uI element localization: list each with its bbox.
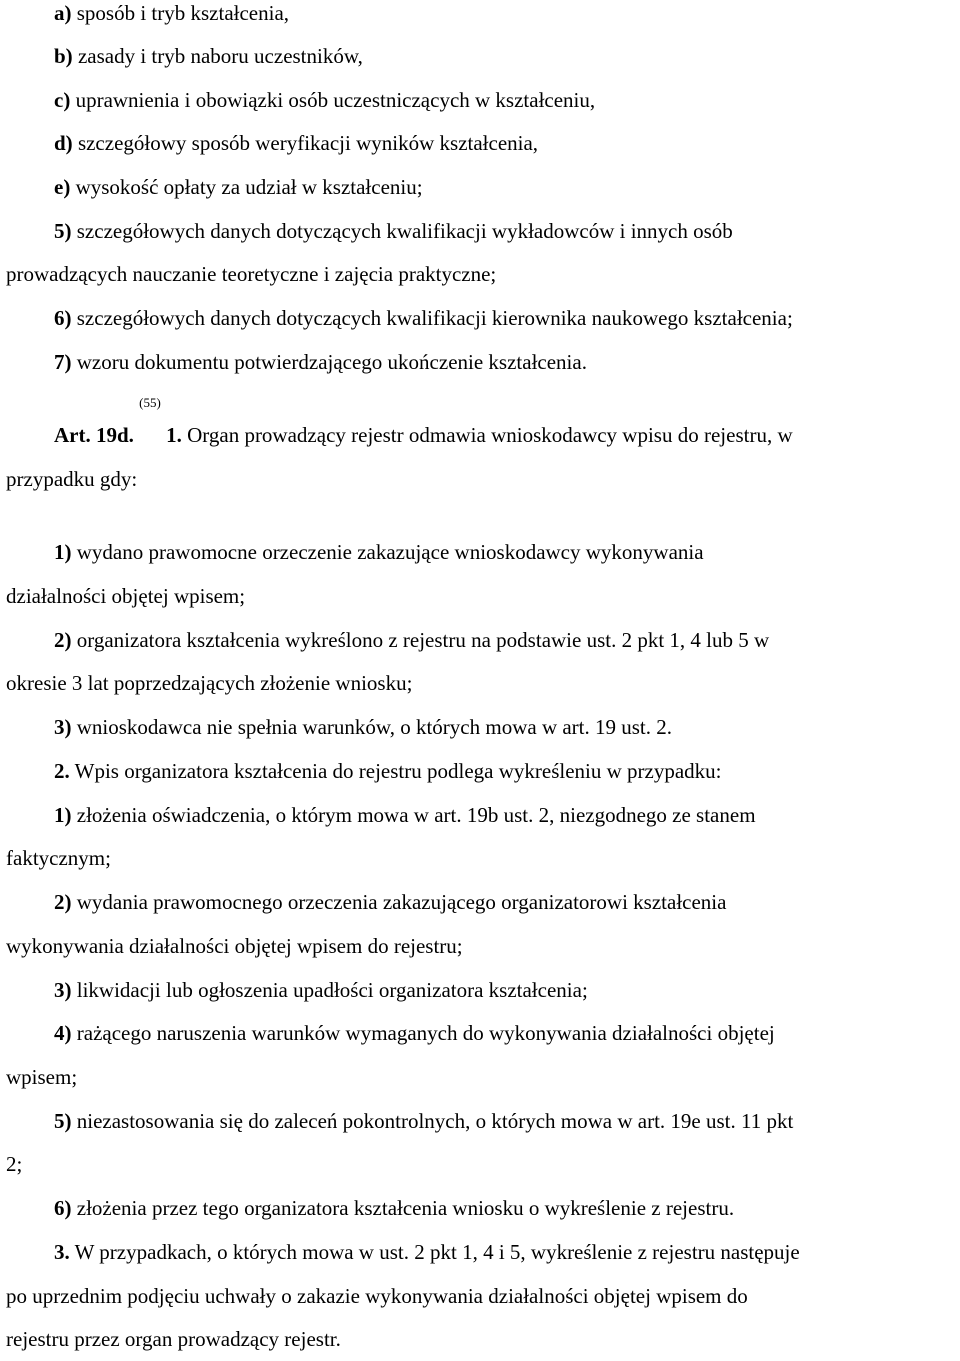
list-item: 4) rażącego naruszenia warunków wymaganych do wykonywania działalności objętej [54, 1021, 775, 1045]
article-heading: Art. 19d. $^{(55)}$ 1. Organ prowadzący rejestr odmawia wnioskodawcy wpisu do rejestru, w [54, 395, 793, 447]
list-item: 1) złożenia oświadczenia, o którym mowa w art. 19b ust. 2, niezgodnego ze stanem [54, 803, 756, 827]
paragraph: 2. Wpis organizatora kształcenia do rejestru podlega wykreśleniu w przypadku: [54, 759, 722, 783]
paragraph-continuation: przypadku gdy: [6, 467, 138, 491]
list-item: 2) wydania prawomocnego orzeczenia zakazującego organizatorowi kształcenia [54, 890, 727, 914]
paragraph-continuation: rejestru przez organ prowadzący rejestr. [6, 1327, 341, 1351]
list-item: d) szczegółowy sposób weryfikacji wyników kształcenia, [54, 131, 539, 155]
list-item: 6) złożenia przez tego organizatora kształcenia wniosku o wykreślenie z rejestru. [54, 1196, 735, 1220]
list-item-continuation: działalności objętej wpisem; [6, 584, 246, 608]
list-item: 2) organizatora kształcenia wykreślono z rejestru na podstawie ust. 2 pkt 1, 4 lub 5 w [54, 628, 770, 652]
list-item: e) wysokość opłaty za udział w kształceniu; [54, 175, 423, 199]
list-item-continuation: wpisem; [6, 1065, 78, 1089]
list-item: 7) wzoru dokumentu potwierdzającego ukończenie kształcenia. [54, 350, 587, 374]
article-title: Art. 19d. [54, 423, 134, 447]
paragraph-continuation: po uprzednim podjęciu uchwały o zakazie wykonywania działalności objętej wpisem do [6, 1284, 748, 1308]
list-item-continuation: faktycznym; [6, 846, 111, 870]
list-item: 5) niezastosowania się do zaleceń pokontrolnych, o których mowa w art. 19e ust. 11 pkt [54, 1109, 794, 1133]
paragraph: 3. W przypadkach, o których mowa w ust. 2 pkt 1, 4 i 5, wykreślenie z rejestru następuje [54, 1240, 800, 1264]
list-item-continuation: okresie 3 lat poprzedzających złożenie wniosku; [6, 671, 413, 695]
list-item: c) uprawnienia i obowiązki osób uczestniczących w kształceniu, [54, 88, 596, 112]
list-item: 6) szczegółowych danych dotyczących kwalifikacji kierownika naukowego kształcenia; [54, 306, 793, 330]
list-item: 5) szczegółowych danych dotyczących kwalifikacji wykładowców i innych osób [54, 219, 733, 243]
list-item: 3) wnioskodawca nie spełnia warunków, o których mowa w art. 19 ust. 2. [54, 715, 673, 739]
list-item-continuation: 2; [6, 1152, 23, 1176]
list-item-continuation: prowadzących nauczanie teoretyczne i zajęcia praktyczne; [6, 262, 497, 286]
list-item: 1) wydano prawomocne orzeczenie zakazujące wnioskodawcy wykonywania [54, 540, 704, 564]
footnote-ref: (55) [139, 395, 161, 410]
list-item: 3) likwidacji lub ogłoszenia upadłości organizatora kształcenia; [54, 978, 588, 1002]
list-item: b) zasady i tryb naboru uczestników, [54, 44, 363, 68]
list-item-continuation: wykonywania działalności objętej wpisem do rejestru; [6, 934, 463, 958]
list-item: a) sposób i tryb kształcenia, [54, 1, 290, 25]
